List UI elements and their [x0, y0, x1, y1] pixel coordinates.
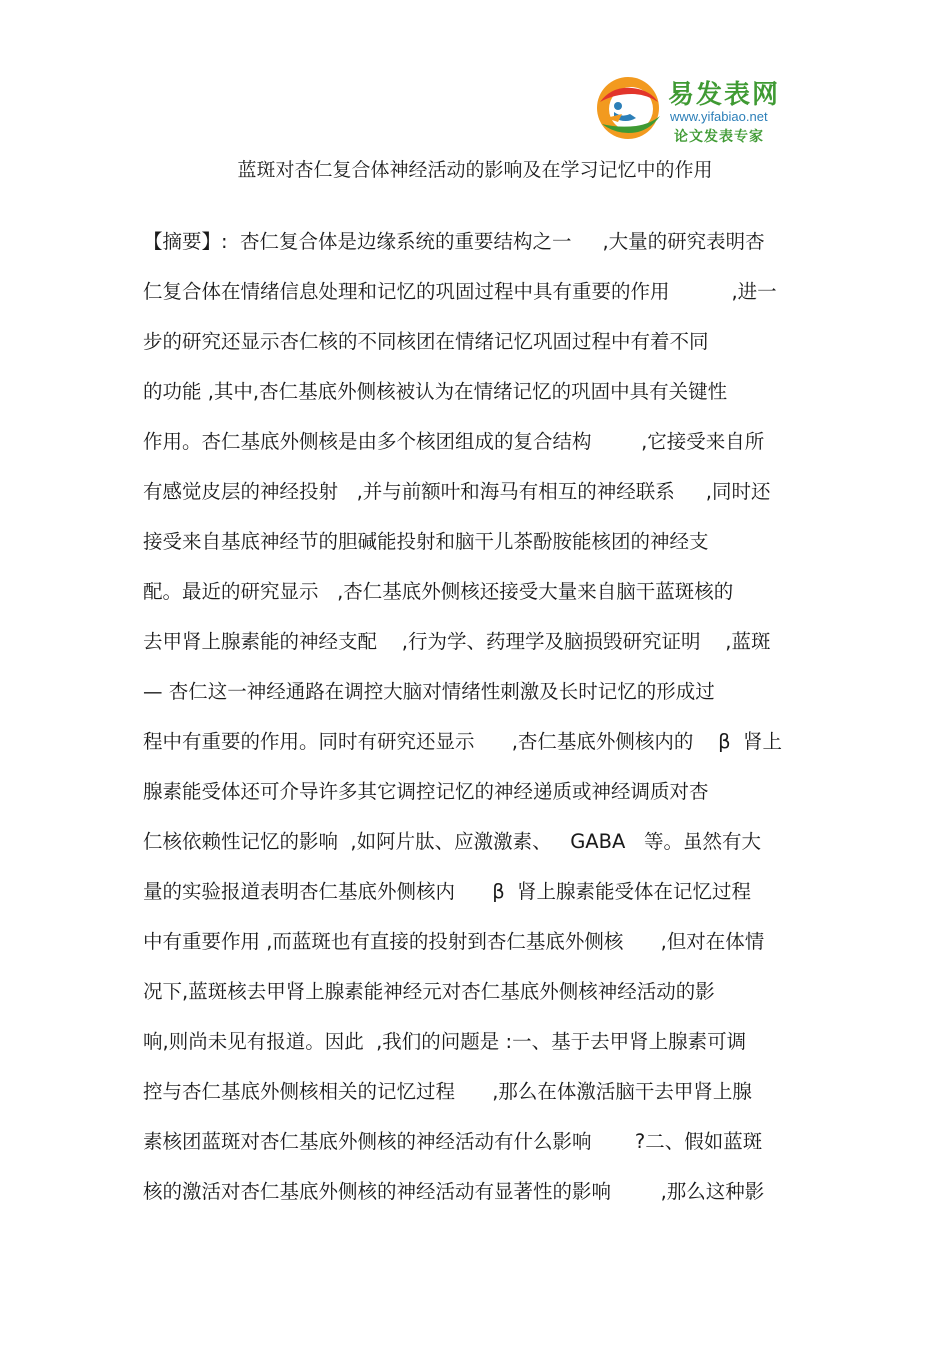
text-line: 的功能 ,其中,杏仁基底外侧核被认为在情绪记忆的巩固中具有关键性	[143, 380, 728, 403]
text-line: 配。最近的研究显示 ,杏仁基底外侧核还接受大量来自脑干蓝斑核的	[143, 580, 734, 603]
text-line: 【摘要】: 杏仁复合体是边缘系统的重要结构之一 ,大量的研究表明杏	[143, 230, 765, 253]
text-line: 腺素能受体还可介导许多其它调控记忆的神经递质或神经调质对杏	[143, 780, 709, 803]
text-line: 仁核依赖性记忆的影响 ,如阿片肽、应激激素、 GABA 等。虽然有大	[143, 830, 761, 853]
text-line: 控与杏仁基底外侧核相关的记忆过程 ,那么在体激活脑干去甲肾上腺	[143, 1080, 752, 1103]
text-line: 作用。杏仁基底外侧核是由多个核团组成的复合结构 ,它接受来自所	[143, 430, 765, 453]
text-line: 接受来自基底神经节的胆碱能投射和脑干儿茶酚胺能核团的神经支	[143, 530, 709, 553]
logo-url[interactable]: www.yifabiao.net	[670, 109, 768, 124]
text-line: 量的实验报道表明杏仁基底外侧核内 β 肾上腺素能受体在记忆过程	[143, 880, 752, 903]
text-line: 仁复合体在情绪信息处理和记忆的巩固过程中具有重要的作用 ,进一	[143, 280, 777, 303]
text-line: 核的激活对杏仁基底外侧核的神经活动有显著性的影响 ,那么这种影	[143, 1180, 765, 1203]
text-line: 去甲肾上腺素能的神经支配 ,行为学、药理学及脑损毁研究证明 ,蓝斑	[143, 630, 771, 653]
logo-slogan: 论文发表专家	[674, 129, 764, 145]
document-title: 蓝斑对杏仁复合体神经活动的影响及在学习记忆中的作用	[237, 159, 713, 181]
logo-emblem-icon	[592, 72, 668, 144]
text-line: 响,则尚未见有报道。因此 ,我们的问题是 :一、基于去甲肾上腺素可调	[143, 1030, 747, 1053]
text-line: 程中有重要的作用。同时有研究还显示 ,杏仁基底外侧核内的 β 肾上	[143, 730, 783, 753]
text-line: 中有重要作用 ,而蓝斑也有直接的投射到杏仁基底外侧核 ,但对在体情	[143, 930, 765, 953]
abstract-body	[143, 229, 813, 1229]
text-line: — 杏仁这一神经通路在调控大脑对情绪性刺激及长时记忆的形成过	[143, 680, 715, 703]
text-line: 有感觉皮层的神经投射 ,并与前额叶和海马有相互的神经联系 ,同时还	[143, 480, 771, 503]
text-line: 况下,蓝斑核去甲肾上腺素能神经元对杏仁基底外侧核神经活动的影	[143, 980, 715, 1003]
text-line: 素核团蓝斑对杏仁基底外侧核的神经活动有什么影响 ?二、假如蓝斑	[143, 1130, 763, 1153]
logo-brand-name: 易发表网	[668, 80, 781, 110]
site-logo	[592, 72, 807, 144]
text-line: 步的研究还显示杏仁核的不同核团在情绪记忆巩固过程中有着不同	[143, 330, 709, 353]
